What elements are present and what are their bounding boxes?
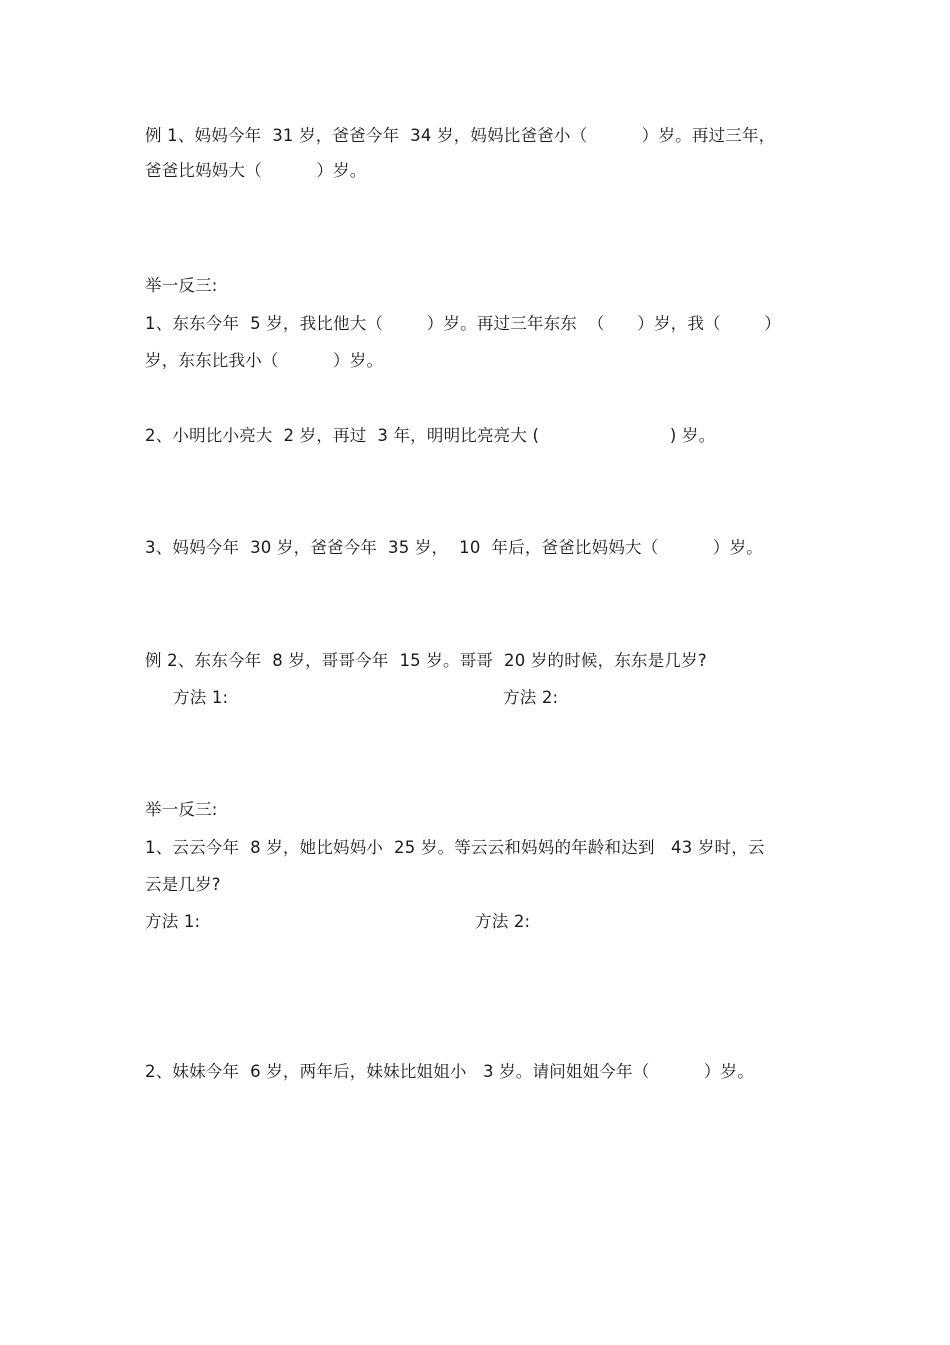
practice-1-question-2: 2、小明比小亮大 2 岁，再过 3 年，明明比亮亮大 ( ) 岁。 (145, 426, 716, 445)
example-1-line-2: 爸爸比妈妈大（ ）岁。 (145, 161, 367, 180)
example-1-line-1: 例 1、妈妈今年 31 岁，爸爸今年 34 岁，妈妈比爸爸小（ ）岁。再过三年， (145, 126, 776, 145)
practice-1-question-1-line-2: 岁，东东比我小（ ）岁。 (145, 351, 384, 370)
example-2-line-1: 例 2、东东今年 8 岁，哥哥今年 15 岁。哥哥 20 岁的时候，东东是几岁? (145, 651, 707, 670)
practice-1-question-3: 3、妈妈今年 30 岁，爸爸今年 35 岁， 10 年后，爸爸比妈妈大（ ）岁。 (145, 538, 763, 557)
practice-1-question-1-line-1: 1、东东今年 5 岁，我比他大（ ）岁。再过三年东东 （ ）岁，我（ ） (145, 314, 782, 333)
example-2-method-1-label: 方法 1: (173, 688, 229, 707)
practice-2-heading: 举一反三: (145, 800, 218, 819)
practice-2-method-2-label: 方法 2: (475, 912, 531, 931)
practice-2-question-1-line-1: 1、云云今年 8 岁，她比妈妈小 25 岁。等云云和妈妈的年龄和达到 43 岁时，云 (145, 838, 765, 857)
practice-2-question-1-line-2: 云是几岁? (145, 875, 221, 894)
practice-1-heading: 举一反三: (145, 276, 218, 295)
practice-2-method-1-label: 方法 1: (145, 912, 201, 931)
example-2-method-2-label: 方法 2: (503, 688, 559, 707)
practice-2-question-2: 2、妹妹今年 6 岁，两年后，妹妹比姐姐小 3 岁。请问姐姐今年（ ）岁。 (145, 1062, 754, 1081)
